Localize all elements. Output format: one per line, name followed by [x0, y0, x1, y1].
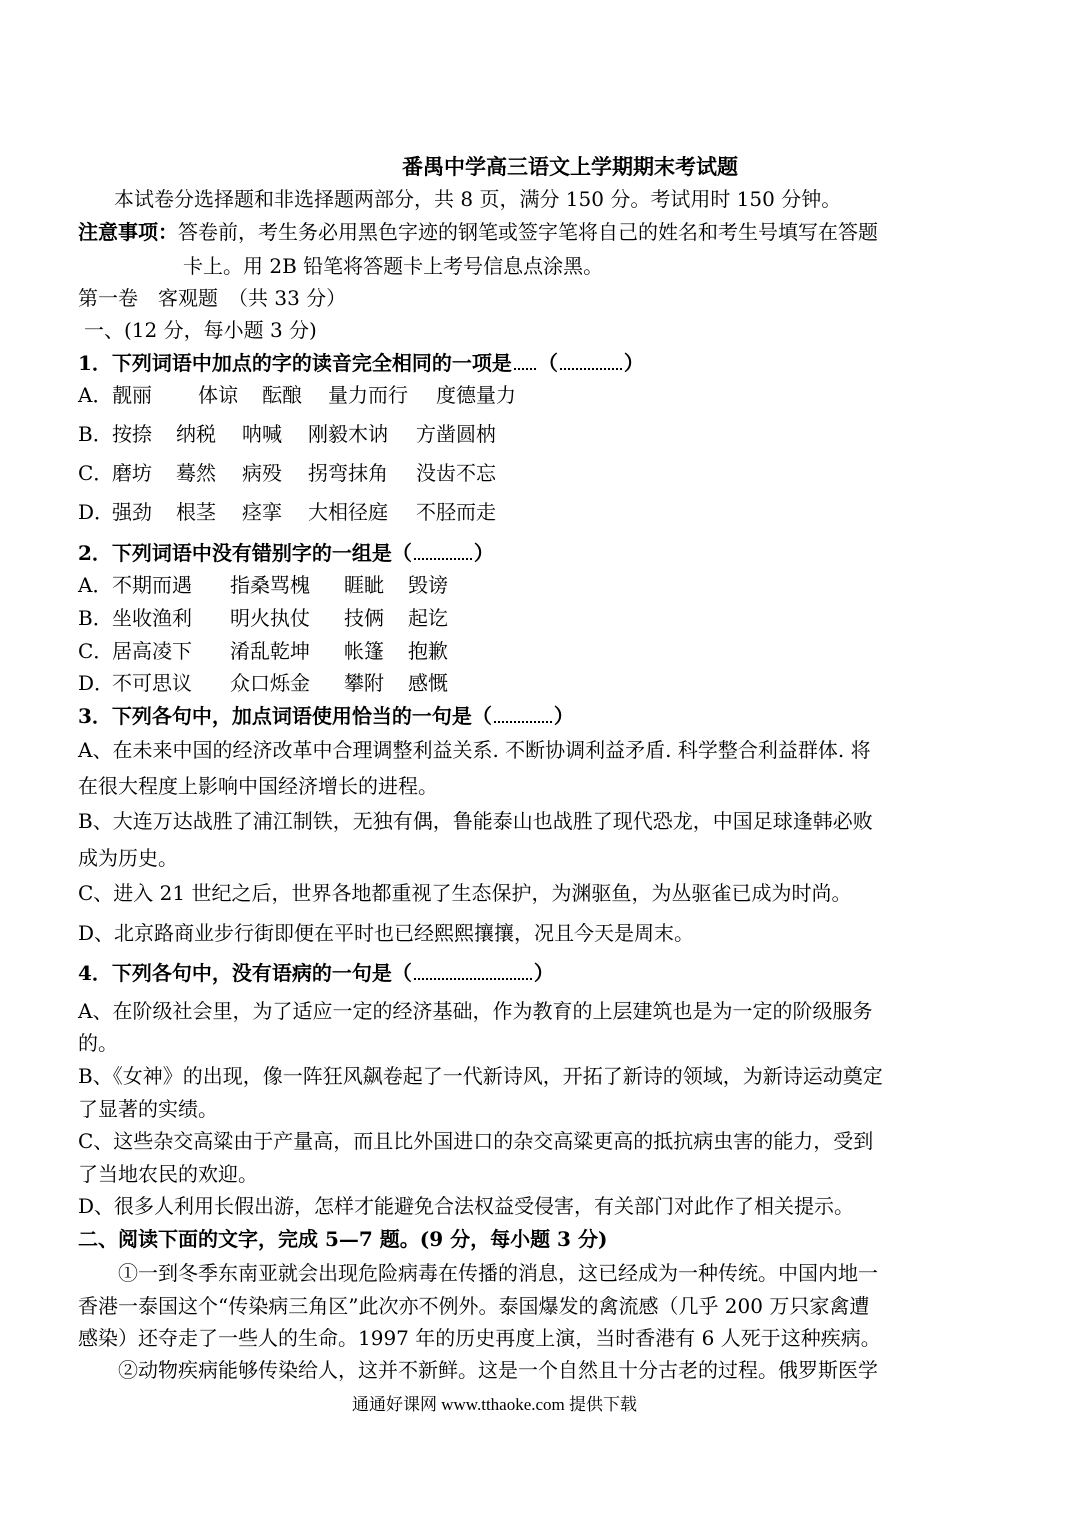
- option-letter: D．: [78, 500, 115, 524]
- passage-para1-line2: 香港一泰国这个“传染病三角区”此次亦不例外。泰国爆发的禽流感（几乎 200 万只家禽遭: [78, 1294, 870, 1318]
- option-word: 蓦然: [176, 461, 216, 485]
- option-word: 按捺: [112, 422, 152, 446]
- option-word: 起讫: [408, 606, 448, 630]
- dotted-gap: [514, 362, 536, 370]
- q1-option-b: [78, 421, 496, 447]
- answer-blank: [414, 552, 472, 560]
- option-word: 不胫而走: [416, 500, 496, 524]
- answer-paren-close: ）: [553, 704, 574, 728]
- notice-text-1: 答卷前，考生务必用黑色字迹的钢笔或签字笔将自己的姓名和考生号填写在答题: [178, 220, 878, 244]
- option-word: 居高凌下: [112, 639, 192, 663]
- answer-paren-open: （: [391, 961, 412, 985]
- option-word: 攀附: [344, 671, 384, 695]
- option-word: 毁谤: [408, 573, 448, 597]
- option-word: 强劲: [112, 500, 152, 524]
- q4-option-a-line1: A、在阶级社会里，为了适应一定的经济基础，作为教育的上层建筑也是为一定的阶级服务: [78, 999, 873, 1023]
- option-word: 不期而遇: [112, 573, 192, 597]
- q3-option-a-line2: 在很大程度上影响中国经济增长的进程。: [78, 774, 438, 798]
- option-letter: A．: [78, 383, 113, 407]
- notice-text-2: 卡上。用 2B 铅笔将答题卡上考号信息点涂黑。: [183, 254, 604, 278]
- q3-option-c: C、进入 21 世纪之后，世界各地都重视了生态保护，为渊驱鱼，为丛驱雀已成为时尚。: [78, 881, 852, 905]
- passage-para1-line3: 感染）还夺走了一些人的生命。1997 年的历史再度上演，当时香港有 6 人死于这种疾病。: [78, 1326, 881, 1350]
- option-word: 众口烁金: [230, 671, 310, 695]
- option-word: 大相径庭: [308, 500, 388, 524]
- option-letter: B．: [78, 606, 113, 630]
- option-word: 技俩: [344, 606, 384, 630]
- option-letter: C．: [78, 639, 114, 663]
- q4-option-b-line1: B、《女神》的出现，像一阵狂风飙卷起了一代新诗风，开拓了新诗的领域，为新诗运动奠定: [78, 1064, 883, 1088]
- part-one-heading: 第一卷 客观题 （共 33 分）: [78, 286, 347, 310]
- option-letter: D．: [78, 671, 115, 695]
- option-word: 呐喊: [242, 422, 282, 446]
- question-2-stem: [78, 540, 494, 566]
- q3-option-b-line2: 成为历史。: [78, 846, 178, 870]
- q1-option-d: [78, 499, 496, 525]
- page-title: 番禺中学高三语文上学期期末考试题: [402, 154, 738, 179]
- option-word: 刚毅木讷: [308, 422, 388, 446]
- page-footer: 通通好课网 www.tthaoke.com 提供下载: [352, 1395, 638, 1414]
- q2-option-c: [78, 638, 448, 664]
- answer-paren-close: ）: [473, 541, 494, 565]
- intro-text: 本试卷分选择题和非选择题两部分，共 8 页，满分 150 分。考试用时 150 分钟。: [114, 187, 842, 211]
- option-word: 量力而行: [328, 383, 408, 407]
- option-word: 度德量力: [436, 383, 516, 407]
- question-1-text: 1．下列词语中加点的字的读音完全相同的一项是: [78, 351, 512, 375]
- option-word: 方凿圆枘: [416, 422, 496, 446]
- option-word: 不可思议: [112, 671, 192, 695]
- answer-paren-open: （: [391, 541, 412, 565]
- option-word: 磨坊: [112, 461, 152, 485]
- option-word: 感慨: [408, 671, 448, 695]
- option-word: 纳税: [176, 422, 216, 446]
- answer-paren-open: （: [471, 704, 492, 728]
- option-letter: B．: [78, 422, 113, 446]
- option-word: 痉挛: [242, 500, 282, 524]
- q3-option-b-line1: B、大连万达战胜了浦江制铁，无独有偶，鲁能泰山也战胜了现代恐龙，中国足球逢韩必败: [78, 809, 873, 833]
- option-word: 没齿不忘: [416, 461, 496, 485]
- answer-blank: [494, 715, 552, 723]
- answer-paren-close: ）: [533, 961, 554, 985]
- q4-option-c-line2: 了当地农民的欢迎。: [78, 1162, 258, 1186]
- question-1-stem: [78, 350, 644, 376]
- option-word: 睚眦: [344, 573, 384, 597]
- option-word: 抱歉: [408, 639, 448, 663]
- notice-label: 注意事项：: [78, 220, 178, 244]
- question-2-text: 2．下列词语中没有错别字的一组是: [78, 541, 392, 565]
- answer-blank: [560, 362, 622, 370]
- q2-option-d: [78, 670, 448, 696]
- option-word: 病殁: [242, 461, 282, 485]
- question-3-stem: [78, 703, 574, 729]
- option-word: 靓丽: [112, 383, 152, 407]
- question-4-text: 4．下列各句中，没有语病的一句是: [78, 961, 392, 985]
- q4-option-d: D、很多人利用长假出游，怎样才能避免合法权益受侵害，有关部门对此作了相关提示。: [78, 1194, 855, 1218]
- notice-line-1: [78, 219, 878, 245]
- option-word: 淆乱乾坤: [230, 639, 310, 663]
- option-word: 帐篷: [344, 639, 384, 663]
- q3-option-a-line1: A、在未来中国的经济改革中合理调整利益关系. 不断协调利益矛盾. 科学整合利益群体. 将: [78, 738, 871, 762]
- section-two-heading: 二、阅读下面的文字，完成 5—7 题。(9 分，每小题 3 分): [78, 1227, 608, 1251]
- option-word: 明火执仗: [230, 606, 310, 630]
- q4-option-c-line1: C、这些杂交高粱由于产量高，而且比外国进口的杂交高粱更高的抵抗病虫害的能力，受到: [78, 1129, 874, 1153]
- q4-option-b-line2: 了显著的实绩。: [78, 1097, 218, 1121]
- answer-blank: [414, 972, 532, 980]
- question-3-text: 3．下列各句中，加点词语使用恰当的一句是: [78, 704, 472, 728]
- q1-option-a: [78, 382, 516, 408]
- q4-option-a-line2: 的。: [78, 1031, 118, 1055]
- section-one-heading: 一、(12 分，每小题 3 分): [84, 318, 317, 342]
- answer-paren-close: ）: [623, 351, 644, 375]
- option-word: 坐收渔利: [112, 606, 192, 630]
- q1-option-c: [78, 460, 496, 486]
- passage-para2-line1: ②动物疾病能够传染给人，这并不新鲜。这是一个自然且十分古老的过程。俄罗斯医学: [118, 1358, 878, 1382]
- answer-paren-open: （: [537, 351, 558, 375]
- option-word: 指桑骂槐: [230, 573, 310, 597]
- q3-option-d: D、北京路商业步行街即便在平时也已经熙熙攘攘，况且今天是周末。: [78, 921, 695, 945]
- q2-option-b: [78, 605, 448, 631]
- option-word: 体谅: [198, 383, 238, 407]
- passage-para1-line1: ①一到冬季东南亚就会出现危险病毒在传播的消息，这已经成为一种传统。中国内地一: [118, 1261, 878, 1285]
- option-letter: C．: [78, 461, 114, 485]
- option-word: 根茎: [176, 500, 216, 524]
- option-word: 酝酿: [262, 383, 302, 407]
- option-word: 拐弯抹角: [308, 461, 388, 485]
- question-4-stem: [78, 960, 554, 986]
- q2-option-a: [78, 572, 448, 598]
- option-letter: A．: [78, 573, 113, 597]
